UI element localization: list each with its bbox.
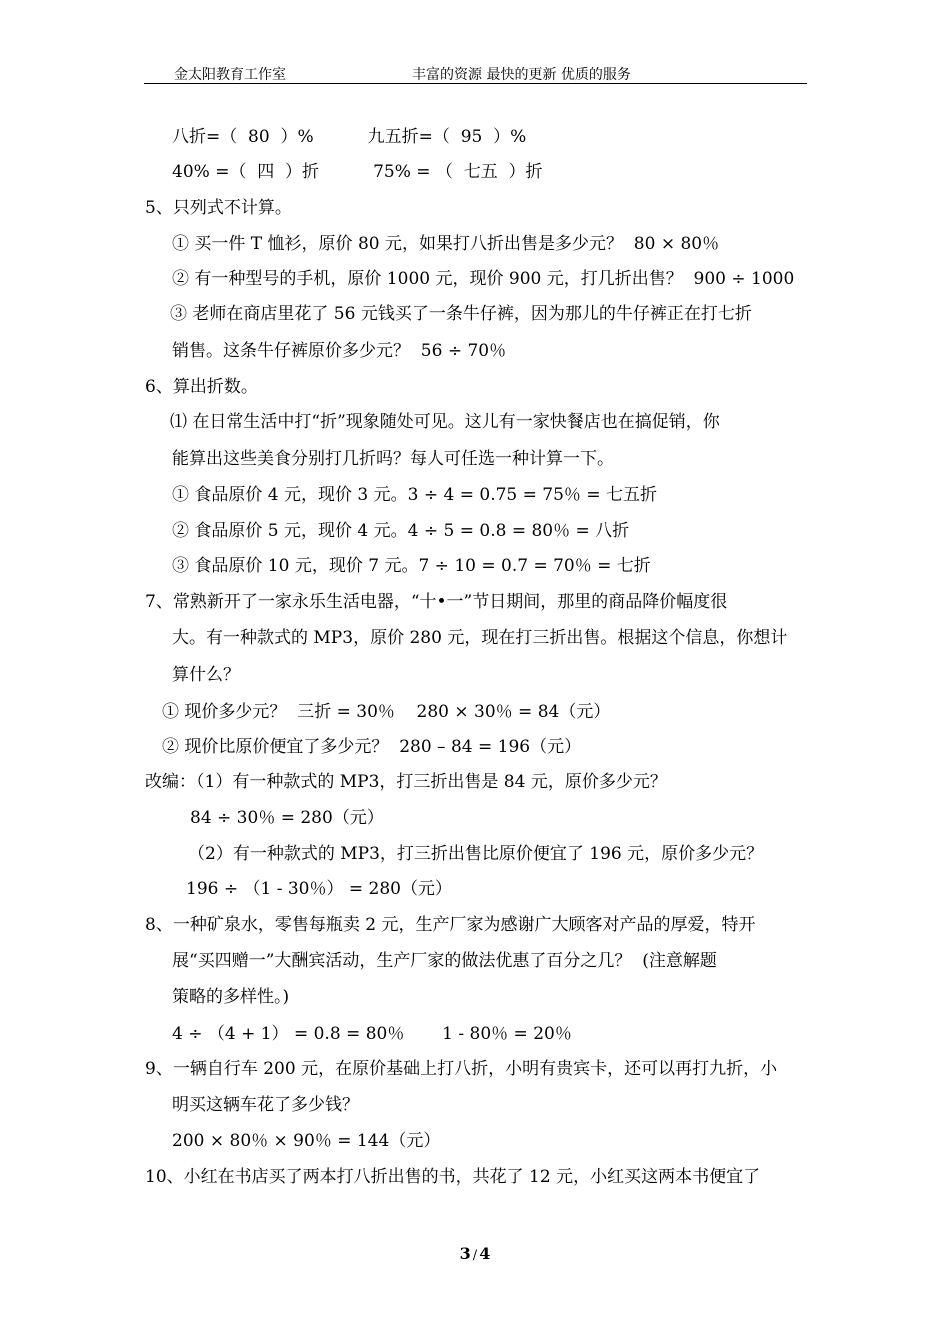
text-line: ③ 老师在商店里花了 56 元钱买了一条牛仔裤，因为那儿的牛仔裤正在打七折 — [170, 304, 752, 324]
text-line: 八折=（ 80 ）% 九五折=（ 95 ）% — [172, 127, 527, 147]
current-page: 3 — [459, 1244, 471, 1263]
text-line: 4 ÷ （4 + 1） = 0.8 = 80％ 1 - 80％ = 20％ — [172, 1024, 572, 1044]
text-line: ① 买一件 T 恤衫，原价 80 元，如果打八折出售是多少元？ 80 × 80％ — [172, 234, 720, 254]
total-pages: 4 — [479, 1244, 491, 1263]
text-line: ① 现价多少元？ 三折 = 30％ 280 × 30％ = 84（元） — [162, 702, 611, 722]
text-line: ② 现价比原价便宜了多少元？ 280 – 84 = 196（元） — [162, 737, 582, 757]
text-line: 40% =（ 四 ）折 75% = （ 七五 ）折 — [172, 162, 543, 182]
text-line: 6、算出折数。 — [145, 377, 258, 397]
text-line: 196 ÷ （1 - 30％） = 280（元） — [186, 879, 452, 899]
text-line: （2）有一种款式的 MP3，打三折出售比原价便宜了 196 元，原价多少元？ — [188, 844, 764, 864]
text-line: 84 ÷ 30％ = 280（元） — [190, 808, 384, 828]
text-line: ② 有一种型号的手机，原价 1000 元，现价 900 元，打几折出售？ 900 ÷ 1000 — [172, 269, 795, 289]
header-right: 丰富的资源 最快的更新 优质的服务 — [412, 67, 631, 83]
text-line: 10、小红在书店买了两本打八折出售的书，共花了 12 元，小红买这两本书便宜了 — [145, 1167, 761, 1187]
text-line: 明买这辆车花了多少钱？ — [172, 1095, 359, 1115]
page-separator: / — [472, 1248, 478, 1263]
header-left: 金太阳教育工作室 — [174, 67, 286, 83]
header-rule — [144, 83, 807, 84]
text-line: 能算出这些美食分别打几折吗？每人可任选一种计算一下。 — [172, 449, 614, 469]
text-line: 大。有一种款式的 MP3，原价 280 元，现在打三折出售。根据这个信息，你想计 — [172, 628, 788, 648]
text-line: 7、常熟新开了一家永乐生活电器，“十•一”节日期间，那里的商品降价幅度很 — [145, 592, 728, 612]
text-line: 展“买四赠一”大酬宾活动，生产厂家的做法优惠了百分之几？ (注意解题 — [172, 951, 717, 971]
text-line: 9、一辆自行车 200 元，在原价基础上打八折，小明有贵宾卡，还可以再打九折，小 — [145, 1059, 778, 1079]
page-number — [0, 1244, 950, 1263]
text-line: ③ 食品原价 10 元，现价 7 元。7 ÷ 10 = 0.7 = 70％ = 七折 — [172, 556, 651, 576]
text-line: 策略的多样性。) — [172, 987, 290, 1007]
text-line: 200 × 80％ × 90％ = 144（元） — [172, 1131, 441, 1151]
text-line: 改编：（1）有一种款式的 MP3，打三折出售是 84 元，原价多少元？ — [145, 772, 667, 792]
text-line: 8、一种矿泉水，零售每瓶卖 2 元，生产厂家为感谢广大顾客对产品的厚爱，特开 — [145, 915, 756, 935]
text-line: 销售。这条牛仔裤原价多少元？ 56 ÷ 70％ — [172, 341, 507, 361]
text-line: ① 食品原价 4 元，现价 3 元。3 ÷ 4 = 0.75 = 75％ = 七五折 — [172, 485, 657, 505]
text-line: 5、只列式不计算。 — [145, 198, 292, 218]
text-line: ⑴ 在日常生活中打“折”现象随处可见。这儿有一家快餐店也在搞促销，你 — [170, 412, 720, 432]
text-line: 算什么？ — [172, 665, 240, 685]
text-line: ② 食品原价 5 元，现价 4 元。4 ÷ 5 = 0.8 = 80％ = 八折 — [172, 521, 630, 541]
